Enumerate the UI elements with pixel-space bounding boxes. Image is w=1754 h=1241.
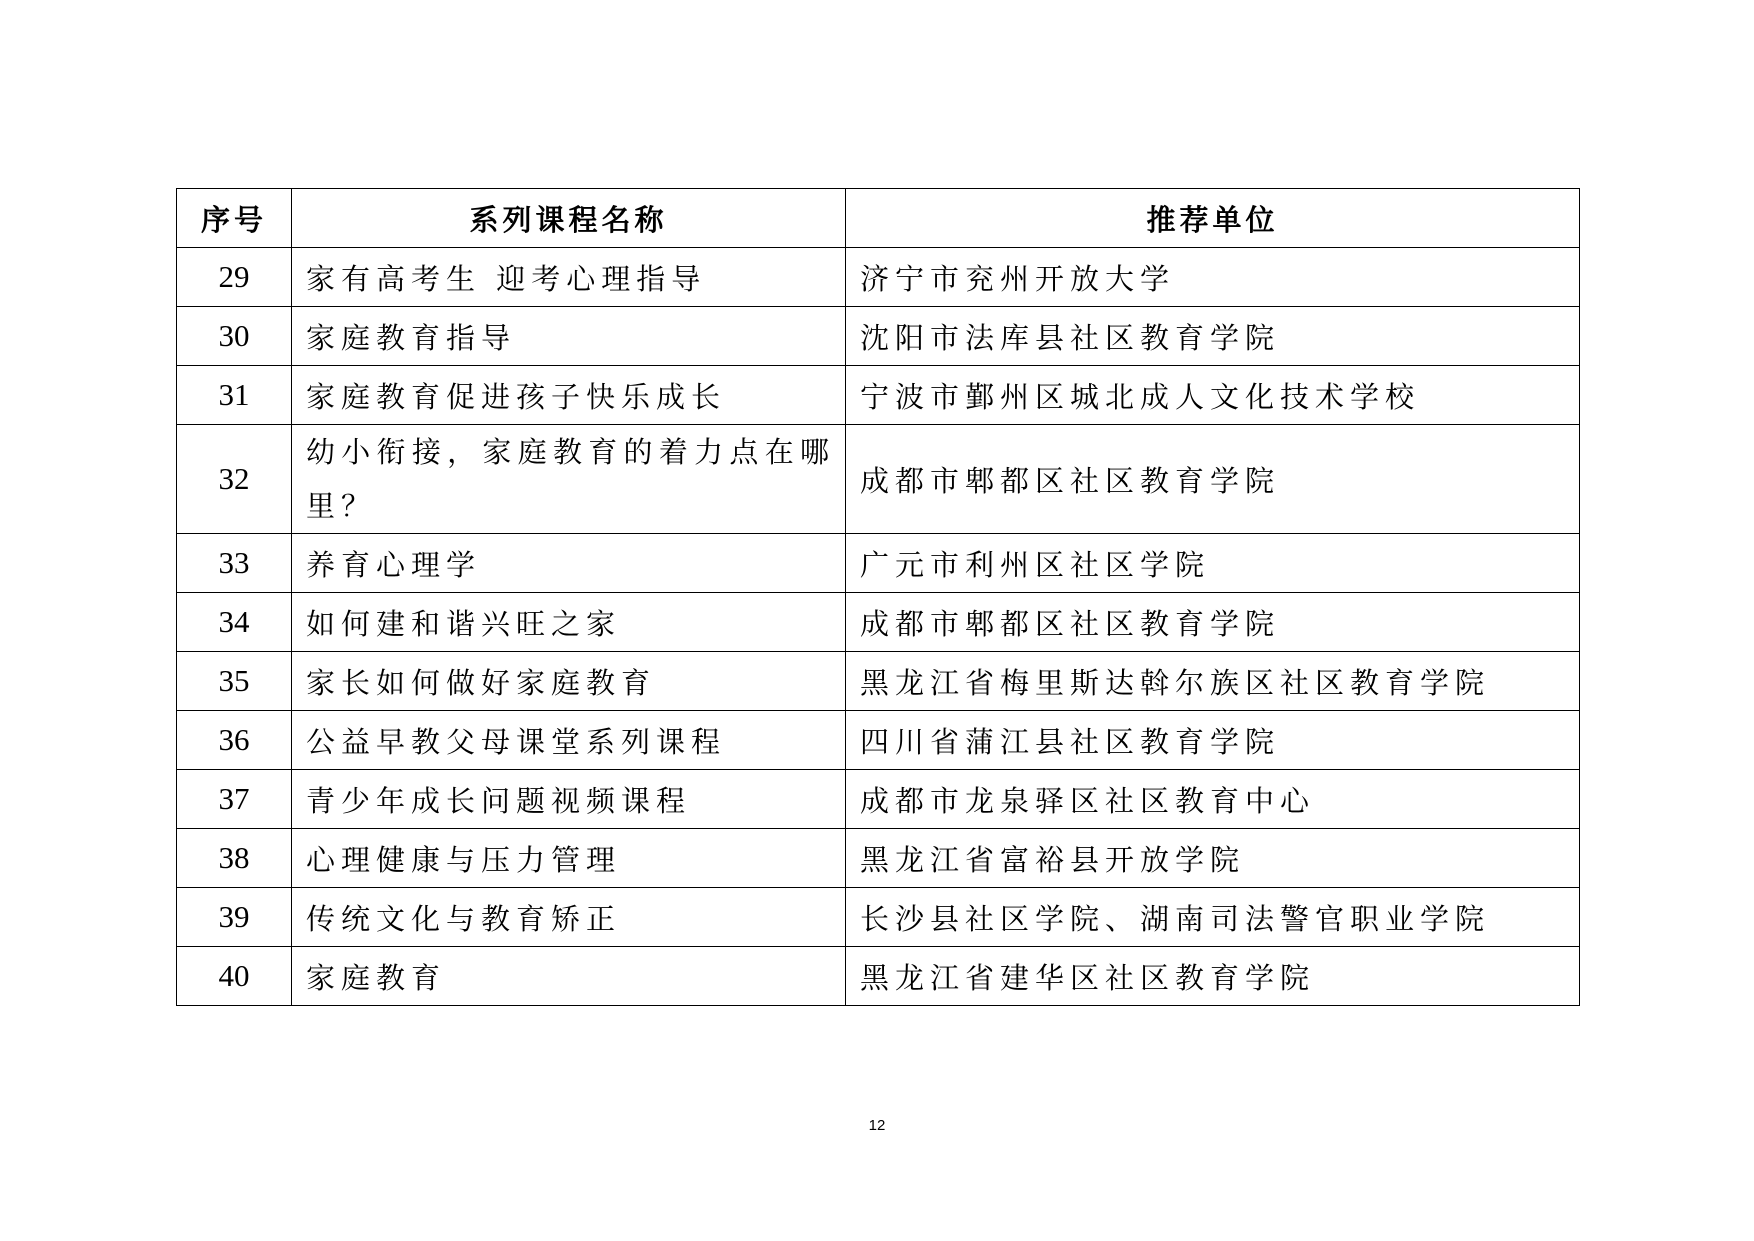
row-number: 31 <box>177 366 292 425</box>
table-row <box>177 307 1580 366</box>
row-course-name: 养育心理学 <box>292 534 846 593</box>
row-recommending-unit: 广元市利州区社区学院 <box>846 534 1580 593</box>
row-recommending-unit: 黑龙江省富裕县开放学院 <box>846 829 1580 888</box>
row-recommending-unit: 黑龙江省梅里斯达斡尔族区社区教育学院 <box>846 652 1580 711</box>
header-course-name: 系列课程名称 <box>292 189 846 248</box>
row-number: 30 <box>177 307 292 366</box>
row-number: 36 <box>177 711 292 770</box>
row-number: 33 <box>177 534 292 593</box>
table-header-row <box>177 189 1580 248</box>
table-row <box>177 711 1580 770</box>
table-row <box>177 829 1580 888</box>
row-number: 39 <box>177 888 292 947</box>
row-course-name: 传统文化与教育矫正 <box>292 888 846 947</box>
row-number: 34 <box>177 593 292 652</box>
row-number: 37 <box>177 770 292 829</box>
row-recommending-unit: 长沙县社区学院、湖南司法警官职业学院 <box>846 888 1580 947</box>
table-row <box>177 947 1580 1006</box>
row-number: 38 <box>177 829 292 888</box>
row-recommending-unit: 成都市郫都区社区教育学院 <box>846 425 1580 534</box>
row-number: 32 <box>177 425 292 534</box>
table-row <box>177 534 1580 593</box>
row-course-name: 幼小衔接，家庭教育的着力点在哪里？ <box>292 425 846 534</box>
table-row <box>177 366 1580 425</box>
table-row <box>177 888 1580 947</box>
row-course-name: 如何建和谐兴旺之家 <box>292 593 846 652</box>
row-course-name: 家庭教育 <box>292 947 846 1006</box>
row-recommending-unit: 成都市龙泉驿区社区教育中心 <box>846 770 1580 829</box>
row-course-name: 心理健康与压力管理 <box>292 829 846 888</box>
row-recommending-unit: 宁波市鄞州区城北成人文化技术学校 <box>846 366 1580 425</box>
row-recommending-unit: 沈阳市法库县社区教育学院 <box>846 307 1580 366</box>
row-recommending-unit: 黑龙江省建华区社区教育学院 <box>846 947 1580 1006</box>
row-course-name: 青少年成长问题视频课程 <box>292 770 846 829</box>
table-row <box>177 770 1580 829</box>
row-number: 29 <box>177 248 292 307</box>
table-row <box>177 425 1580 534</box>
row-recommending-unit: 济宁市兖州开放大学 <box>846 248 1580 307</box>
table-row <box>177 593 1580 652</box>
table-row <box>177 248 1580 307</box>
row-course-name: 家长如何做好家庭教育 <box>292 652 846 711</box>
row-course-name: 家有高考生 迎考心理指导 <box>292 248 846 307</box>
table-row <box>177 652 1580 711</box>
row-number: 40 <box>177 947 292 1006</box>
row-recommending-unit: 成都市郫都区社区教育学院 <box>846 593 1580 652</box>
header-number: 序号 <box>177 189 292 248</box>
row-number: 35 <box>177 652 292 711</box>
row-recommending-unit: 四川省蒲江县社区教育学院 <box>846 711 1580 770</box>
row-course-name: 家庭教育指导 <box>292 307 846 366</box>
row-course-name: 公益早教父母课堂系列课程 <box>292 711 846 770</box>
header-recommending-unit: 推荐单位 <box>846 189 1580 248</box>
page-number: 12 <box>868 1117 886 1134</box>
course-table <box>176 188 1580 1006</box>
row-course-name: 家庭教育促进孩子快乐成长 <box>292 366 846 425</box>
